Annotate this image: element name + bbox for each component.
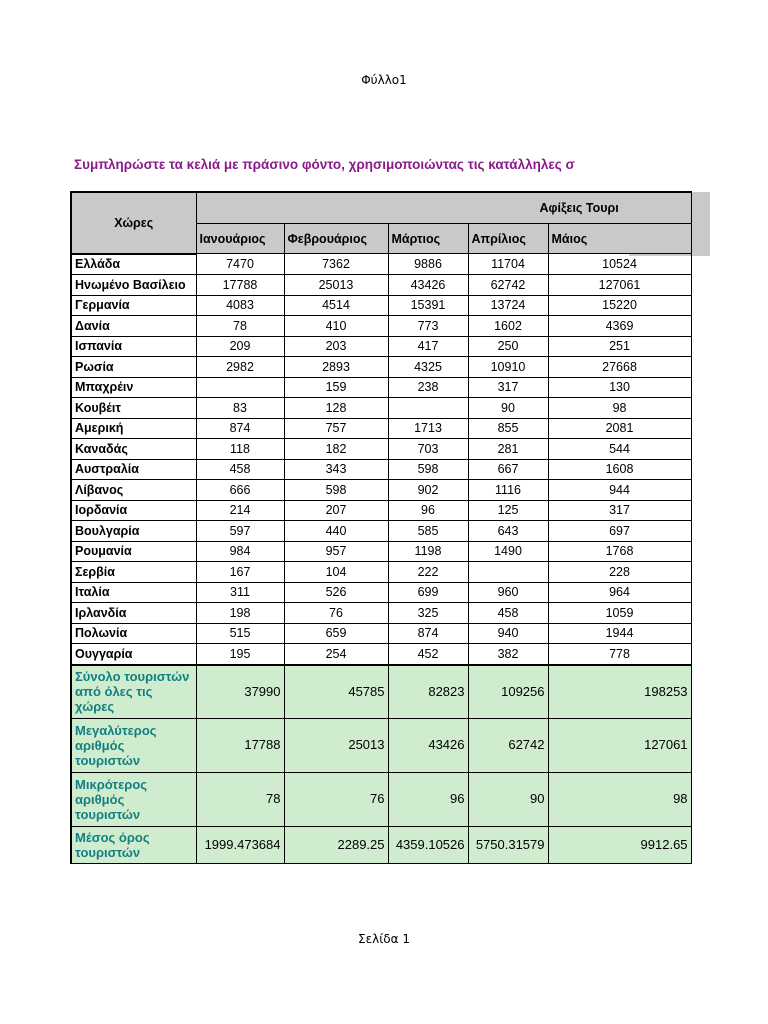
- summary-value-cell[interactable]: 198253: [548, 665, 691, 719]
- value-cell[interactable]: 127061: [548, 275, 691, 296]
- value-cell[interactable]: 238: [388, 377, 468, 398]
- value-cell[interactable]: 4325: [388, 357, 468, 378]
- summary-row: [71, 665, 691, 719]
- value-cell[interactable]: 317: [548, 500, 691, 521]
- month-header: Μάρτιος: [388, 224, 468, 254]
- value-cell[interactable]: 214: [196, 500, 284, 521]
- value-cell[interactable]: 382: [468, 644, 548, 665]
- country-cell[interactable]: Ιορδανία: [71, 500, 196, 521]
- value-cell[interactable]: 15391: [388, 295, 468, 316]
- summary-row: [71, 772, 691, 826]
- summary-value-cell[interactable]: 4359.10526: [388, 826, 468, 863]
- summary-value-cell[interactable]: 82823: [388, 665, 468, 719]
- value-cell[interactable]: 515: [196, 623, 284, 644]
- value-cell[interactable]: 1059: [548, 603, 691, 624]
- table-row: [71, 603, 691, 624]
- summary-value-cell[interactable]: 76: [284, 772, 388, 826]
- country-cell[interactable]: Ρουμανία: [71, 541, 196, 562]
- table-row: [71, 541, 691, 562]
- value-cell[interactable]: 15220: [548, 295, 691, 316]
- value-cell[interactable]: 984: [196, 541, 284, 562]
- value-cell[interactable]: 9886: [388, 254, 468, 275]
- value-cell[interactable]: 1490: [468, 541, 548, 562]
- summary-label-cell[interactable]: Μικρότερος αριθμός τουριστών: [71, 772, 196, 826]
- month-header: Μάιος: [548, 224, 691, 254]
- value-cell[interactable]: 203: [284, 336, 388, 357]
- value-cell[interactable]: 182: [284, 439, 388, 460]
- value-cell[interactable]: 343: [284, 459, 388, 480]
- value-cell[interactable]: 128: [284, 398, 388, 419]
- arrivals-header: Αφίξεις Τουρι: [196, 192, 691, 224]
- value-cell[interactable]: 598: [284, 480, 388, 501]
- value-cell[interactable]: 43426: [388, 275, 468, 296]
- summary-value-cell[interactable]: 96: [388, 772, 468, 826]
- summary-value-cell[interactable]: 43426: [388, 718, 468, 772]
- value-cell[interactable]: 855: [468, 418, 548, 439]
- country-cell[interactable]: Μπαχρέιν: [71, 377, 196, 398]
- value-cell[interactable]: [388, 398, 468, 419]
- summary-value-cell[interactable]: 37990: [196, 665, 284, 719]
- value-cell[interactable]: 597: [196, 521, 284, 542]
- value-cell[interactable]: 410: [284, 316, 388, 337]
- value-cell[interactable]: 281: [468, 439, 548, 460]
- value-cell[interactable]: 544: [548, 439, 691, 460]
- value-cell[interactable]: 452: [388, 644, 468, 665]
- summary-rows: [71, 665, 691, 864]
- country-cell[interactable]: Ελλάδα: [71, 254, 196, 275]
- value-cell[interactable]: 83: [196, 398, 284, 419]
- value-cell[interactable]: 159: [284, 377, 388, 398]
- summary-value-cell[interactable]: 2289.25: [284, 826, 388, 863]
- value-cell[interactable]: 78: [196, 316, 284, 337]
- value-cell[interactable]: 207: [284, 500, 388, 521]
- table-row: [71, 254, 691, 275]
- value-cell[interactable]: 251: [548, 336, 691, 357]
- value-cell[interactable]: 526: [284, 582, 388, 603]
- value-cell[interactable]: 666: [196, 480, 284, 501]
- value-cell[interactable]: 17788: [196, 275, 284, 296]
- value-cell[interactable]: 76: [284, 603, 388, 624]
- table-row: [71, 521, 691, 542]
- value-cell[interactable]: 7362: [284, 254, 388, 275]
- value-cell[interactable]: 4083: [196, 295, 284, 316]
- value-cell[interactable]: 417: [388, 336, 468, 357]
- country-cell[interactable]: Βουλγαρία: [71, 521, 196, 542]
- value-cell[interactable]: 458: [468, 603, 548, 624]
- table-row: [71, 439, 691, 460]
- country-cell[interactable]: Αμερική: [71, 418, 196, 439]
- value-cell[interactable]: 458: [196, 459, 284, 480]
- table-row: [71, 316, 691, 337]
- value-cell[interactable]: 1116: [468, 480, 548, 501]
- country-cell[interactable]: Πολωνία: [71, 623, 196, 644]
- summary-row: [71, 826, 691, 863]
- value-cell[interactable]: 311: [196, 582, 284, 603]
- country-cell[interactable]: Ισπανία: [71, 336, 196, 357]
- summary-value-cell[interactable]: 62742: [468, 718, 548, 772]
- value-cell[interactable]: 25013: [284, 275, 388, 296]
- value-cell[interactable]: [468, 562, 548, 583]
- value-cell[interactable]: 209: [196, 336, 284, 357]
- spreadsheet-table-container: [70, 191, 688, 864]
- value-cell[interactable]: 317: [468, 377, 548, 398]
- table-row: [71, 582, 691, 603]
- data-rows: [71, 254, 691, 665]
- sheet-name: Φύλλο1: [361, 73, 407, 87]
- value-cell[interactable]: 118: [196, 439, 284, 460]
- value-cell[interactable]: 1608: [548, 459, 691, 480]
- value-cell[interactable]: 4369: [548, 316, 691, 337]
- value-cell[interactable]: 325: [388, 603, 468, 624]
- month-header: Απρίλιος: [468, 224, 548, 254]
- value-cell[interactable]: 254: [284, 644, 388, 665]
- value-cell[interactable]: 874: [388, 623, 468, 644]
- country-cell[interactable]: Σερβία: [71, 562, 196, 583]
- summary-value-cell[interactable]: 78: [196, 772, 284, 826]
- table-row: [71, 562, 691, 583]
- table-row: [71, 459, 691, 480]
- value-cell[interactable]: 198: [196, 603, 284, 624]
- country-cell[interactable]: Ιρλανδία: [71, 603, 196, 624]
- value-cell[interactable]: 27668: [548, 357, 691, 378]
- value-cell[interactable]: 1602: [468, 316, 548, 337]
- value-cell[interactable]: 778: [548, 644, 691, 665]
- table-row: [71, 357, 691, 378]
- value-cell[interactable]: 96: [388, 500, 468, 521]
- value-cell[interactable]: 13724: [468, 295, 548, 316]
- value-cell[interactable]: 1713: [388, 418, 468, 439]
- value-cell[interactable]: 195: [196, 644, 284, 665]
- value-cell[interactable]: 944: [548, 480, 691, 501]
- country-cell[interactable]: Ιταλία: [71, 582, 196, 603]
- summary-row: [71, 718, 691, 772]
- summary-label-cell[interactable]: Σύνολο τουριστών από όλες τις χώρες: [71, 665, 196, 719]
- month-header: Φεβρουάριος: [284, 224, 388, 254]
- tourist-arrivals-table: [70, 191, 692, 864]
- country-cell[interactable]: Ηνωμένο Βασίλειο: [71, 275, 196, 296]
- value-cell[interactable]: 598: [388, 459, 468, 480]
- table-row: [71, 398, 691, 419]
- value-cell[interactable]: 228: [548, 562, 691, 583]
- value-cell[interactable]: 2982: [196, 357, 284, 378]
- value-cell[interactable]: 773: [388, 316, 468, 337]
- summary-value-cell[interactable]: 9912.65: [548, 826, 691, 863]
- value-cell[interactable]: 10524: [548, 254, 691, 275]
- value-cell[interactable]: 167: [196, 562, 284, 583]
- table-row: [71, 377, 691, 398]
- value-cell[interactable]: 125: [468, 500, 548, 521]
- value-cell[interactable]: 1944: [548, 623, 691, 644]
- summary-label-cell[interactable]: Μέσος όρος τουριστών: [71, 826, 196, 863]
- value-cell[interactable]: 957: [284, 541, 388, 562]
- value-cell[interactable]: 703: [388, 439, 468, 460]
- page-number: Σελίδα 1: [358, 932, 410, 946]
- value-cell[interactable]: 440: [284, 521, 388, 542]
- value-cell[interactable]: 757: [284, 418, 388, 439]
- value-cell[interactable]: 1198: [388, 541, 468, 562]
- value-cell[interactable]: 11704: [468, 254, 548, 275]
- table-row: [71, 623, 691, 644]
- country-cell[interactable]: Δανία: [71, 316, 196, 337]
- summary-value-cell[interactable]: 25013: [284, 718, 388, 772]
- value-cell[interactable]: 960: [468, 582, 548, 603]
- value-cell[interactable]: 659: [284, 623, 388, 644]
- country-cell[interactable]: Ρωσία: [71, 357, 196, 378]
- value-cell[interactable]: 2081: [548, 418, 691, 439]
- summary-label-cell[interactable]: Μεγαλύτερος αριθμός τουριστών: [71, 718, 196, 772]
- value-cell[interactable]: 2893: [284, 357, 388, 378]
- table-row: [71, 480, 691, 501]
- value-cell[interactable]: 667: [468, 459, 548, 480]
- table-row: [71, 418, 691, 439]
- instruction-text: Συμπληρώστε τα κελιά με πράσινο φόντο, χρησιμοποιώντας τις κατάλληλες σ: [74, 157, 575, 172]
- value-cell[interactable]: 699: [388, 582, 468, 603]
- country-cell[interactable]: Ουγγαρία: [71, 644, 196, 665]
- value-cell[interactable]: 90: [468, 398, 548, 419]
- table-row: [71, 275, 691, 296]
- value-cell[interactable]: 902: [388, 480, 468, 501]
- table-row: [71, 295, 691, 316]
- countries-header: Χώρες: [71, 192, 196, 254]
- table-row: [71, 336, 691, 357]
- value-cell[interactable]: 643: [468, 521, 548, 542]
- summary-value-cell[interactable]: 127061: [548, 718, 691, 772]
- value-cell[interactable]: 98: [548, 398, 691, 419]
- value-cell[interactable]: 250: [468, 336, 548, 357]
- summary-value-cell[interactable]: 90: [468, 772, 548, 826]
- value-cell[interactable]: 10910: [468, 357, 548, 378]
- value-cell[interactable]: [196, 377, 284, 398]
- value-cell[interactable]: 585: [388, 521, 468, 542]
- country-cell[interactable]: Καναδάς: [71, 439, 196, 460]
- value-cell[interactable]: 222: [388, 562, 468, 583]
- table-row: [71, 500, 691, 521]
- value-cell[interactable]: 940: [468, 623, 548, 644]
- summary-value-cell[interactable]: 17788: [196, 718, 284, 772]
- value-cell[interactable]: 104: [284, 562, 388, 583]
- country-cell[interactable]: Αυστραλία: [71, 459, 196, 480]
- country-cell[interactable]: Γερμανία: [71, 295, 196, 316]
- summary-value-cell[interactable]: 45785: [284, 665, 388, 719]
- value-cell[interactable]: 4514: [284, 295, 388, 316]
- value-cell[interactable]: 62742: [468, 275, 548, 296]
- country-cell[interactable]: Κουβέιτ: [71, 398, 196, 419]
- table-row: [71, 644, 691, 665]
- value-cell[interactable]: 130: [548, 377, 691, 398]
- value-cell[interactable]: 697: [548, 521, 691, 542]
- value-cell[interactable]: 1768: [548, 541, 691, 562]
- summary-value-cell[interactable]: 5750.31579: [468, 826, 548, 863]
- summary-value-cell[interactable]: 109256: [468, 665, 548, 719]
- month-header: Ιανουάριος: [196, 224, 284, 254]
- value-cell[interactable]: 874: [196, 418, 284, 439]
- value-cell[interactable]: 964: [548, 582, 691, 603]
- summary-value-cell[interactable]: 1999.473684: [196, 826, 284, 863]
- value-cell[interactable]: 7470: [196, 254, 284, 275]
- country-cell[interactable]: Λίβανος: [71, 480, 196, 501]
- summary-value-cell[interactable]: 98: [548, 772, 691, 826]
